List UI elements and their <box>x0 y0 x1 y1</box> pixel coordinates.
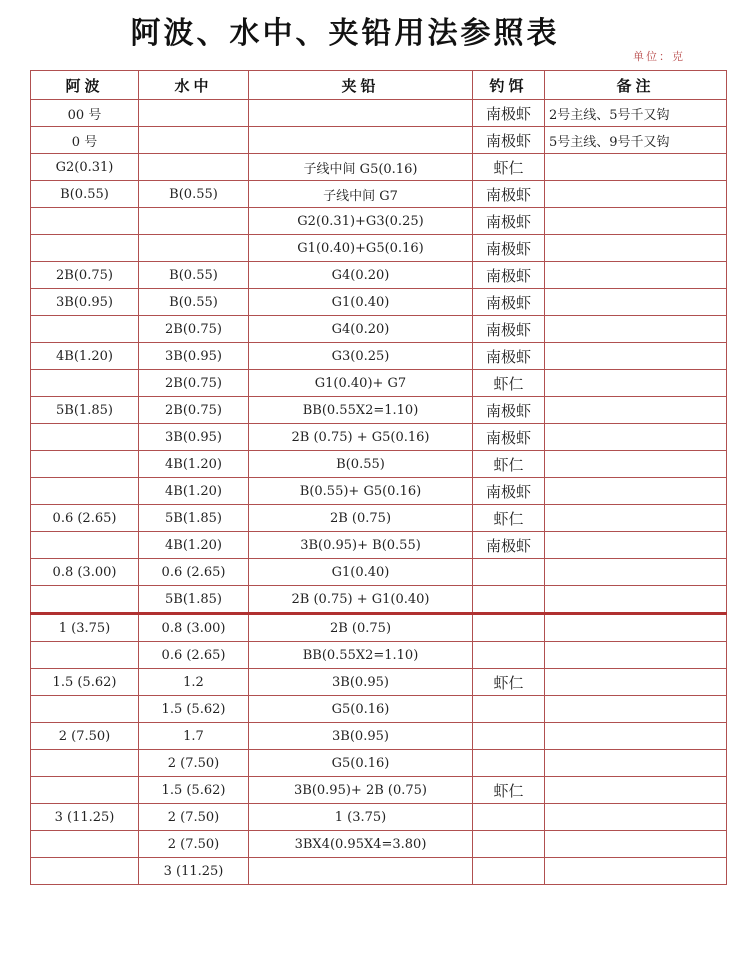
cell-jiaqian: 2B (0.75) + G5(0.16) <box>249 424 473 451</box>
cell-shuizhong <box>139 208 249 235</box>
table-row <box>31 451 727 478</box>
cell-note <box>545 424 727 451</box>
cell-shuizhong: 0.6 (2.65) <box>139 559 249 586</box>
cell-jiaqian: B(0.55)+ G5(0.16) <box>249 478 473 505</box>
cell-note <box>545 181 727 208</box>
table-row <box>31 723 727 750</box>
table-row <box>31 424 727 451</box>
cell-shuizhong: 1.2 <box>139 669 249 696</box>
cell-jiaqian: 3BX4(0.95X4=3.80) <box>249 831 473 858</box>
table-row <box>31 397 727 424</box>
cell-jiaqian <box>249 100 473 127</box>
cell-bait <box>473 804 545 831</box>
table-row <box>31 262 727 289</box>
cell-jiaqian: G1(0.40) <box>249 559 473 586</box>
cell-bait <box>473 614 545 642</box>
cell-note <box>545 858 727 885</box>
cell-jiaqian: G5(0.16) <box>249 696 473 723</box>
table-row <box>31 777 727 804</box>
cell-bait <box>473 642 545 669</box>
cell-bait: 南极虾 <box>473 208 545 235</box>
cell-bait <box>473 750 545 777</box>
table-row <box>31 505 727 532</box>
cell-abo: 0 号 <box>31 127 139 154</box>
table-row <box>31 181 727 208</box>
table-row <box>31 478 727 505</box>
cell-shuizhong: 2 (7.50) <box>139 750 249 777</box>
table-row <box>31 559 727 586</box>
cell-bait <box>473 586 545 614</box>
cell-jiaqian: G1(0.40) <box>249 289 473 316</box>
cell-bait: 虾仁 <box>473 669 545 696</box>
table-row <box>31 154 727 181</box>
cell-note <box>545 289 727 316</box>
cell-note <box>545 831 727 858</box>
cell-shuizhong: 2 (7.50) <box>139 831 249 858</box>
cell-note <box>545 669 727 696</box>
cell-abo: 00 号 <box>31 100 139 127</box>
cell-note <box>545 208 727 235</box>
cell-abo: 2 (7.50) <box>31 723 139 750</box>
cell-bait: 南极虾 <box>473 316 545 343</box>
cell-shuizhong: 4B(1.20) <box>139 451 249 478</box>
table-body <box>31 100 727 885</box>
cell-jiaqian: G4(0.20) <box>249 316 473 343</box>
cell-bait <box>473 696 545 723</box>
cell-shuizhong <box>139 127 249 154</box>
cell-bait: 南极虾 <box>473 343 545 370</box>
cell-shuizhong: 3B(0.95) <box>139 343 249 370</box>
table-row <box>31 696 727 723</box>
cell-bait: 南极虾 <box>473 289 545 316</box>
cell-note: 2号主线、5号千又钩 <box>545 100 727 127</box>
cell-bait: 南极虾 <box>473 127 545 154</box>
page-title: 阿波、水中、夹铅用法参照表 <box>130 16 560 51</box>
cell-jiaqian: G4(0.20) <box>249 262 473 289</box>
cell-shuizhong: 0.6 (2.65) <box>139 642 249 669</box>
cell-jiaqian: 1 (3.75) <box>249 804 473 831</box>
cell-note <box>545 343 727 370</box>
cell-abo <box>31 451 139 478</box>
cell-abo: 0.6 (2.65) <box>31 505 139 532</box>
cell-abo: 5B(1.85) <box>31 397 139 424</box>
table-row <box>31 858 727 885</box>
table-row <box>31 831 727 858</box>
cell-shuizhong: 2B(0.75) <box>139 316 249 343</box>
cell-shuizhong: B(0.55) <box>139 181 249 208</box>
cell-bait: 虾仁 <box>473 154 545 181</box>
cell-bait <box>473 831 545 858</box>
cell-abo <box>31 424 139 451</box>
cell-shuizhong: 5B(1.85) <box>139 586 249 614</box>
cell-jiaqian: 3B(0.95) <box>249 669 473 696</box>
cell-bait: 南极虾 <box>473 100 545 127</box>
cell-bait: 南极虾 <box>473 424 545 451</box>
cell-note <box>545 478 727 505</box>
header-shuizhong: 水中 <box>139 71 249 100</box>
cell-jiaqian: 2B (0.75) <box>249 505 473 532</box>
cell-bait <box>473 559 545 586</box>
table-row <box>31 586 727 614</box>
table-row <box>31 127 727 154</box>
cell-jiaqian: G5(0.16) <box>249 750 473 777</box>
cell-abo: 4B(1.20) <box>31 343 139 370</box>
cell-note <box>545 750 727 777</box>
table-row <box>31 370 727 397</box>
cell-jiaqian: 3B(0.95) <box>249 723 473 750</box>
cell-jiaqian <box>249 127 473 154</box>
cell-note: 5号主线、9号千又钩 <box>545 127 727 154</box>
cell-note <box>545 642 727 669</box>
cell-note <box>545 559 727 586</box>
cell-note <box>545 532 727 559</box>
cell-shuizhong: 4B(1.20) <box>139 532 249 559</box>
cell-shuizhong: 3 (11.25) <box>139 858 249 885</box>
cell-jiaqian: 2B (0.75) <box>249 614 473 642</box>
cell-shuizhong <box>139 100 249 127</box>
cell-abo: 3 (11.25) <box>31 804 139 831</box>
header-diaoer: 钓饵 <box>473 71 545 100</box>
cell-abo <box>31 370 139 397</box>
table-header-row <box>31 71 727 100</box>
table-row <box>31 100 727 127</box>
cell-note <box>545 316 727 343</box>
cell-bait: 南极虾 <box>473 478 545 505</box>
cell-shuizhong: B(0.55) <box>139 262 249 289</box>
cell-note <box>545 451 727 478</box>
cell-note <box>545 154 727 181</box>
cell-note <box>545 397 727 424</box>
reference-table <box>30 70 727 885</box>
cell-shuizhong: 2 (7.50) <box>139 804 249 831</box>
cell-abo <box>31 235 139 262</box>
cell-jiaqian: BB(0.55X2=1.10) <box>249 642 473 669</box>
cell-abo: G2(0.31) <box>31 154 139 181</box>
cell-shuizhong <box>139 235 249 262</box>
cell-bait <box>473 858 545 885</box>
cell-jiaqian: G1(0.40)+G5(0.16) <box>249 235 473 262</box>
header-abo: 阿波 <box>31 71 139 100</box>
cell-bait: 南极虾 <box>473 181 545 208</box>
cell-bait: 虾仁 <box>473 505 545 532</box>
table-row <box>31 316 727 343</box>
cell-bait: 虾仁 <box>473 777 545 804</box>
cell-shuizhong: 0.8 (3.00) <box>139 614 249 642</box>
cell-abo: 3B(0.95) <box>31 289 139 316</box>
table-row <box>31 614 727 642</box>
cell-abo <box>31 831 139 858</box>
table-row <box>31 532 727 559</box>
cell-shuizhong <box>139 154 249 181</box>
cell-note <box>545 804 727 831</box>
cell-jiaqian: 子线中间 G7 <box>249 181 473 208</box>
cell-jiaqian: 子线中间 G5(0.16) <box>249 154 473 181</box>
cell-shuizhong: 1.5 (5.62) <box>139 696 249 723</box>
cell-shuizhong: 1.5 (5.62) <box>139 777 249 804</box>
table-row <box>31 235 727 262</box>
cell-abo <box>31 750 139 777</box>
cell-shuizhong: B(0.55) <box>139 289 249 316</box>
cell-bait: 虾仁 <box>473 451 545 478</box>
table-row <box>31 343 727 370</box>
cell-note <box>545 723 727 750</box>
cell-note <box>545 235 727 262</box>
cell-bait <box>473 723 545 750</box>
cell-jiaqian: B(0.55) <box>249 451 473 478</box>
cell-jiaqian: 2B (0.75) + G1(0.40) <box>249 586 473 614</box>
cell-abo: B(0.55) <box>31 181 139 208</box>
cell-abo: 1.5 (5.62) <box>31 669 139 696</box>
cell-abo <box>31 696 139 723</box>
cell-note <box>545 505 727 532</box>
table-row <box>31 289 727 316</box>
cell-shuizhong: 2B(0.75) <box>139 370 249 397</box>
cell-abo: 0.8 (3.00) <box>31 559 139 586</box>
cell-shuizhong: 2B(0.75) <box>139 397 249 424</box>
unit-label: 单位：克 <box>633 50 685 63</box>
cell-jiaqian: G3(0.25) <box>249 343 473 370</box>
cell-abo <box>31 777 139 804</box>
cell-note <box>545 370 727 397</box>
table-row <box>31 669 727 696</box>
cell-shuizhong: 4B(1.20) <box>139 478 249 505</box>
cell-abo <box>31 478 139 505</box>
cell-jiaqian: BB(0.55X2=1.10) <box>249 397 473 424</box>
cell-jiaqian <box>249 858 473 885</box>
cell-bait: 南极虾 <box>473 532 545 559</box>
cell-note <box>545 614 727 642</box>
cell-bait: 虾仁 <box>473 370 545 397</box>
table-row <box>31 208 727 235</box>
cell-note <box>545 777 727 804</box>
header-jiaqian: 夹铅 <box>249 71 473 100</box>
table-row <box>31 750 727 777</box>
cell-note <box>545 696 727 723</box>
cell-abo <box>31 642 139 669</box>
cell-abo: 2B(0.75) <box>31 262 139 289</box>
cell-bait: 南极虾 <box>473 262 545 289</box>
cell-abo <box>31 208 139 235</box>
cell-abo: 1 (3.75) <box>31 614 139 642</box>
cell-shuizhong: 3B(0.95) <box>139 424 249 451</box>
table-row <box>31 804 727 831</box>
cell-jiaqian: G1(0.40)+ G7 <box>249 370 473 397</box>
header-beizhu: 备注 <box>545 71 727 100</box>
table-row <box>31 642 727 669</box>
cell-abo <box>31 532 139 559</box>
cell-bait: 南极虾 <box>473 235 545 262</box>
cell-jiaqian: G2(0.31)+G3(0.25) <box>249 208 473 235</box>
cell-jiaqian: 3B(0.95)+ 2B (0.75) <box>249 777 473 804</box>
cell-abo <box>31 586 139 614</box>
cell-bait: 南极虾 <box>473 397 545 424</box>
cell-shuizhong: 1.7 <box>139 723 249 750</box>
cell-note <box>545 262 727 289</box>
cell-abo <box>31 316 139 343</box>
cell-abo <box>31 858 139 885</box>
cell-jiaqian: 3B(0.95)+ B(0.55) <box>249 532 473 559</box>
cell-note <box>545 586 727 614</box>
cell-shuizhong: 5B(1.85) <box>139 505 249 532</box>
